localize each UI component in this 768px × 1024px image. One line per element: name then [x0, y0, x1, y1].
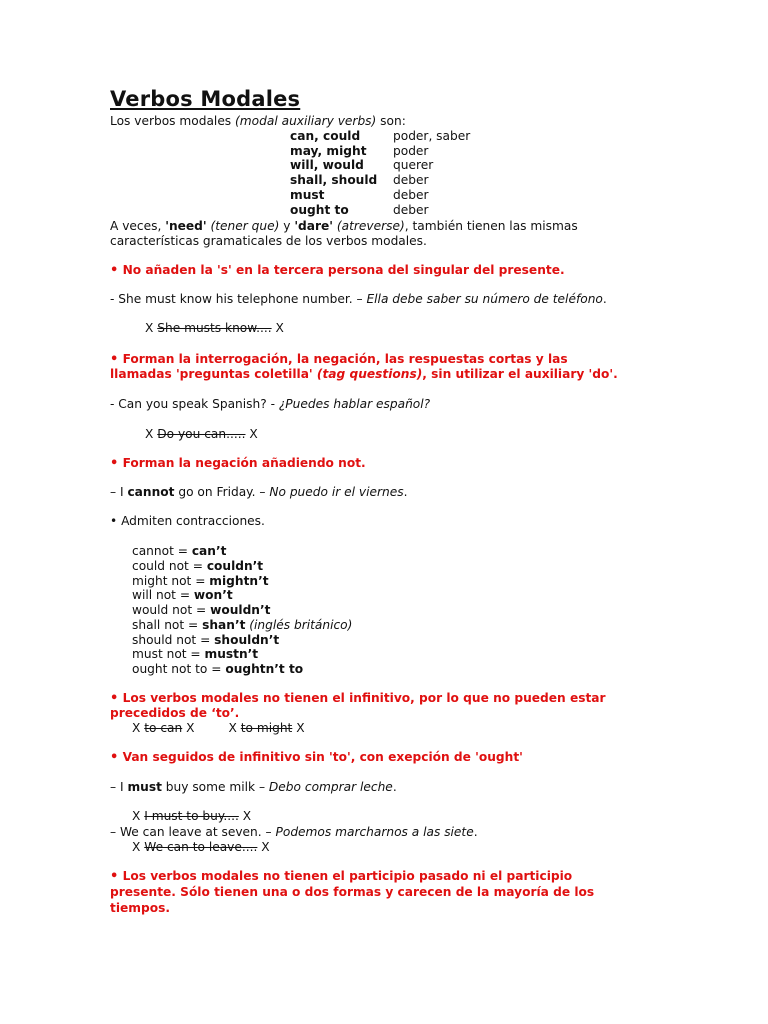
- bullet-icon: •: [110, 750, 119, 765]
- bullet-icon: •: [110, 456, 119, 471]
- contraction-item: might not = mightn’t: [132, 574, 269, 588]
- modal-verb: must: [290, 188, 325, 202]
- modal-verb: shall, should: [290, 173, 378, 187]
- contractions-intro: • Admiten contracciones.: [110, 514, 265, 528]
- wrong-example: X I must to buy.... X: [132, 809, 252, 823]
- contraction-item: shall not = shan’t (inglés británico): [132, 618, 353, 632]
- modal-meaning: querer: [393, 158, 434, 172]
- need-dare-line: A veces, 'need' (tener que) y 'dare' (atreverse), también tienen las mismas: [110, 219, 578, 233]
- contraction-item: cannot = can’t: [132, 544, 227, 558]
- wrong-example: X Do you can..... X: [145, 427, 258, 441]
- example-line: – I must buy some milk – Debo comprar leche.: [110, 780, 397, 794]
- rule-heading: • Forman la interrogación, la negación, las respuestas cortas y las: [110, 352, 568, 367]
- page-title: Verbos Modales: [110, 87, 301, 111]
- contraction-item: must not = mustn’t: [132, 647, 259, 661]
- rule-heading: • Los verbos modales no tienen el participio pasado ni el participio: [110, 869, 573, 884]
- wrong-example: X She musts know.... X: [145, 321, 284, 335]
- modal-verb: can, could: [290, 129, 361, 143]
- modal-verb: ought to: [290, 203, 349, 217]
- contraction-item: could not = couldn’t: [132, 559, 264, 573]
- example-line: – I cannot go on Friday. – No puedo ir el viernes.: [110, 485, 408, 499]
- rule-heading-line-2: precedidos de ‘to’.: [110, 706, 240, 720]
- example-line: – We can leave at seven. – Podemos marcharnos a las siete.: [110, 825, 478, 839]
- bullet-icon: •: [110, 869, 119, 884]
- modal-meaning: deber: [393, 188, 429, 202]
- modal-verb: may, might: [290, 144, 367, 158]
- bullet-icon: •: [110, 263, 119, 278]
- bullet-icon: •: [110, 352, 119, 367]
- modal-meaning: poder: [393, 144, 429, 158]
- modal-verb: will, would: [290, 158, 364, 172]
- example-line: - She must know his telephone number. – Ella debe saber su número de teléfono.: [110, 292, 607, 306]
- rule-heading-line-2: presente. Sólo tienen una o dos formas y carecen de la mayoría de los: [110, 885, 595, 899]
- modal-meaning: deber: [393, 173, 429, 187]
- contraction-item: would not = wouldn’t: [132, 603, 271, 617]
- example-line: - Can you speak Spanish? - ¿Puedes hablar español?: [110, 397, 431, 411]
- contraction-item: should not = shouldn’t: [132, 633, 280, 647]
- wrong-example: X We can to leave.... X: [132, 840, 270, 854]
- rule-heading: • No añaden la 's' en la tercera persona del singular del presente.: [110, 263, 565, 278]
- rule-heading: • Los verbos modales no tienen el infinitivo, por lo que no pueden estar: [110, 691, 606, 706]
- contraction-item: will not = won’t: [132, 588, 233, 602]
- rule-heading: • Van seguidos de infinitivo sin 'to', con exepción de 'ought': [110, 750, 523, 765]
- rule-heading-line-3: tiempos.: [110, 901, 170, 915]
- modal-meaning: poder, saber: [393, 129, 471, 143]
- rule-heading-line-2: llamadas 'preguntas coletilla' (tag questions), sin utilizar el auxiliary 'do'.: [110, 367, 618, 381]
- intro-line: Los verbos modales (modal auxiliary verbs) son:: [110, 114, 406, 128]
- contraction-item: ought not to = oughtn’t to: [132, 662, 304, 676]
- modal-meaning: deber: [393, 203, 429, 217]
- bullet-icon: •: [110, 691, 119, 706]
- wrong-example: X to can X X to might X: [132, 721, 305, 735]
- rule-heading: • Forman la negación añadiendo not.: [110, 456, 366, 471]
- need-dare-line-2: características gramaticales de los verbos modales.: [110, 234, 427, 248]
